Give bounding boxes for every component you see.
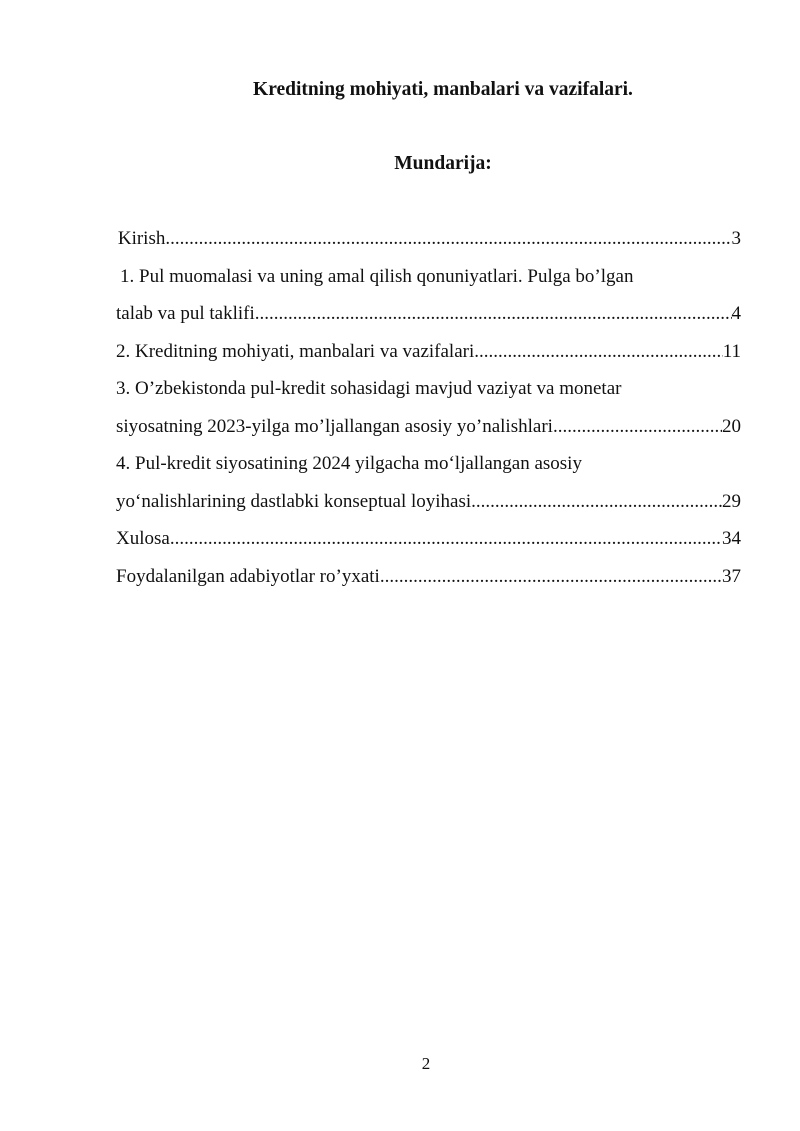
toc-dot-leader	[474, 339, 722, 365]
toc-entry-line	[116, 451, 741, 489]
toc-entry-line	[116, 226, 741, 264]
toc-entry-line	[116, 489, 741, 527]
toc-entry-line	[116, 564, 741, 602]
toc-entry-title: 2. Kreditning mohiyati, manbalari va vazifalari	[116, 340, 475, 362]
toc-entry-line	[116, 526, 741, 564]
toc-entry-line	[116, 301, 741, 339]
toc-entry-line	[116, 414, 741, 452]
document-title: Kreditning mohiyati, manbalari va vazifalari.	[253, 79, 633, 100]
toc-entry-title: 4. Pul-kredit siyosatining 2024 yilgacha mo‘ljallangan asosiy	[116, 453, 582, 474]
toc-entry-chapter-4[interactable]	[116, 451, 741, 526]
toc-page-number: 34	[722, 528, 741, 549]
toc-entry-title-continued: siyosatning 2023-yilga mo’ljallangan asosiy yo’nalishlari	[116, 415, 553, 437]
toc-entry-references[interactable]	[116, 564, 741, 602]
toc-entry-chapter-1[interactable]	[116, 264, 741, 339]
toc-page-number: 37	[722, 565, 741, 587]
toc-entry-line	[116, 264, 741, 302]
toc-entry-chapter-2[interactable]	[116, 339, 741, 377]
toc-entry-title: Kirish	[117, 228, 166, 249]
toc-entry-title: 1. Pul muomalasi va uning amal qilish qonuniyatlari. Pulga bo’lgan	[120, 265, 634, 287]
toc-dot-leader	[380, 564, 722, 590]
page-number: 2	[421, 1054, 431, 1073]
toc-dot-leader	[553, 414, 722, 440]
table-of-contents	[116, 226, 741, 601]
toc-entry-line	[116, 376, 741, 414]
toc-entry-line	[116, 339, 741, 377]
toc-page-number: 3	[731, 228, 741, 249]
toc-entry-title-continued: talab va pul taklifi	[116, 303, 255, 324]
toc-entry-title: 3. O’zbekistonda pul-kredit sohasidagi mavjud vaziyat va monetar	[116, 378, 622, 399]
toc-entry-title: Xulosa	[116, 528, 170, 549]
toc-dot-leader	[170, 526, 722, 552]
toc-page-number: 11	[722, 340, 741, 362]
toc-entry-title-continued: yo‘nalishlarining dastlabki konseptual loyihasi	[116, 490, 472, 512]
toc-dot-leader	[255, 301, 732, 327]
toc-entry-kirish[interactable]	[116, 226, 741, 264]
toc-page-number: 4	[731, 303, 741, 324]
toc-dot-leader	[471, 489, 722, 515]
toc-page-number: 29	[722, 490, 741, 512]
toc-dot-leader	[165, 226, 731, 252]
toc-heading: Mundarija:	[394, 153, 492, 174]
toc-page-number: 20	[722, 415, 741, 437]
toc-entry-title: Foydalanilgan adabiyotlar ro’yxati	[116, 565, 380, 587]
toc-entry-xulosa[interactable]	[116, 526, 741, 564]
toc-entry-chapter-3[interactable]	[116, 376, 741, 451]
